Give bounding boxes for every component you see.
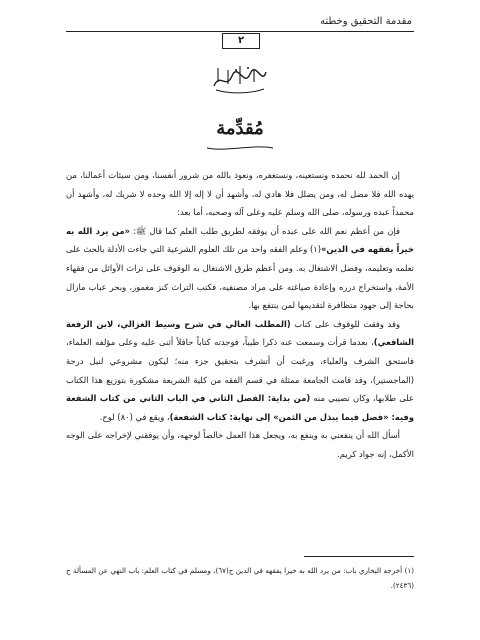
page-title: مُقدِّمة [216, 118, 264, 139]
paragraph [66, 222, 414, 315]
text-span: إن الحمد لله نحمده ونستعينه، ونستغفره، ونعوذ بالله من شرور أنفسنا، ومن سيئات أعمالنا، من يهده الله فلا مضل له، ومن يضلل فلا هادي له، وأشهد أن لا إله إلا الله وحده لا شريك له، وأشهد أن محمداً عبده ورسوله، صلى الله وسلم عليه وعلى آله وصحبه، أما بعد: [66, 170, 414, 218]
text-span: (١) وعلم الفقه واحد من تلك العلوم الشرعية التي جاءت الأدلة بالحث على تعلمه وتعليمه، وفضل الاشتغال به. ومن أعظم طرق الاشتغال به الوقوف على تراث الأوائل من فقهاء الأمة، واستخراج درره وإعادة صياغته على مراد مصنفيه، فكتب التراث كنز مغمور، وبحر عباب مازال بحاجة إلى جهود متظافرة لتقديمها لمن ينتفع بها. [65, 244, 414, 311]
bold-text-span: (المطلب العالي في شرح وسيط الغزالي، لابن الرفعة الشافعي) [66, 318, 414, 348]
basmala-calligraphy-icon [210, 62, 270, 94]
paragraph [66, 426, 414, 463]
text-span: وقد وفقت للوقوف على كتاب [290, 318, 400, 329]
text-span: أسأل الله أن ينفعني به وينفع به، ويجعل هذا العمل خالصاً لوجهه، وأن يوفقني لإخراجه على الوجه الأكمل، إنه جواد كريم. [66, 430, 414, 459]
paragraph [66, 166, 414, 222]
running-title: مقدمة التحقيق وخطته [319, 16, 412, 27]
footnote-rule [304, 556, 414, 557]
footnote: (١) أخرجه البخاري باب: من يرد الله به خيرا يفقهه في الدين ح(٦٧)، ومسلم في كتاب العلم: باب النهي عن المسألة ح (٢٤٣٦). [66, 566, 414, 590]
paragraph [66, 315, 414, 427]
text-span: ، بعدما قرأت وسمعت عنه ذكرا طيباً، فوجدته كتاباً حافلاً أثنى عليه وعلى مؤلفه العلماء، فاستحق الشرف والعلياء، ورغبت أن أتشرف بتحقيق جزء منه؛ ليكون مشروعي لنيل درجة (الماجستير)، وقد قامت الجامعة ممثلة في قسم الفقه من كلية الشريعة مشكورة بتوزيع هذا الكتاب على طلابها، وكان نصيبي منه [66, 337, 414, 404]
page-number: ٢ [222, 33, 260, 49]
bold-text-span: «من يرد الله به خيراً يفقهه في الدين» [66, 225, 414, 255]
title-ornament-icon [205, 144, 275, 152]
text-span: فإن من أعظم نعم الله على عبده أن يوفقه لطريق طلب العلم كما قال ﷺ: [129, 225, 400, 236]
bold-text-span: (من بداية: الفصل الثاني في الباب الثاني من كتاب الشفعة وفيه: «فصل فيما يبذل من الثمن» إلى نهاية: كتاب الشفعة) [66, 393, 414, 422]
header-rule [66, 31, 414, 32]
body-text [66, 166, 414, 464]
text-span: ، ويقع في (٨٠) لوح. [99, 411, 170, 422]
